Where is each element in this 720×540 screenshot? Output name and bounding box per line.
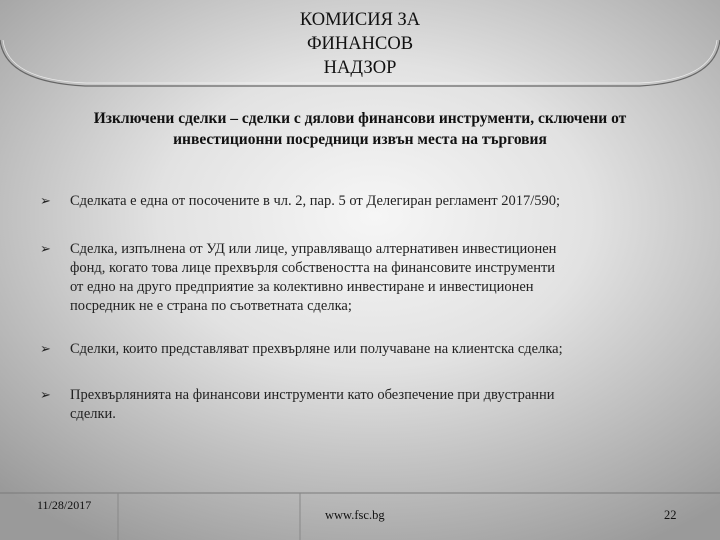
bullet-line: от едно на друго предприятие за колективно инвестиране и инвестиционен (70, 279, 534, 295)
bullet-line: фонд, когато това лице прехвърля собствеността на финансовите инструменти (70, 260, 556, 276)
organization-name-line: НАДЗОР (323, 58, 397, 78)
bullet-line: Сделки, които представляват прехвърляне или получаване на клиентска сделка; (70, 341, 563, 357)
arrow-bullet-icon: ➢ (40, 242, 51, 257)
bullet-item (40, 386, 555, 424)
slide-heading (40, 108, 680, 150)
organization-name-line: ФИНАНСОВ (306, 34, 414, 54)
organization-name-line: КОМИСИЯ ЗА (299, 10, 421, 30)
footer-website: www.fsc.bg (325, 508, 385, 522)
bullet-line: сделки. (70, 406, 116, 422)
slide-heading-line: Изключени сделки – сделки с дялови финансови инструменти, сключени от (93, 110, 627, 127)
bullet-line: Сделка, изпълнена от УД или лице, управляващо алтернативен инвестиционен (70, 241, 557, 257)
bullet-line: посредник не е страна по съответната сделка; (70, 298, 352, 314)
arrow-bullet-icon: ➢ (40, 194, 51, 209)
footer-date: 11/28/2017 (37, 498, 92, 512)
slide-number: 22 (664, 508, 677, 522)
bullet-item (40, 340, 563, 359)
bullet-item (40, 240, 556, 316)
bullet-line: Сделката е една от посочените в чл. 2, пар. 5 от Делегиран регламент 2017/590; (70, 193, 561, 209)
bullet-item (40, 192, 560, 211)
bullet-line: Прехвърлянията на финансови инструменти като обезпечение при двустранни (70, 387, 555, 403)
arrow-bullet-icon: ➢ (40, 342, 51, 357)
slide-heading-line: инвестиционни посредници извън места на търговия (173, 131, 547, 148)
arrow-bullet-icon: ➢ (40, 388, 51, 403)
organization-name (220, 8, 500, 80)
